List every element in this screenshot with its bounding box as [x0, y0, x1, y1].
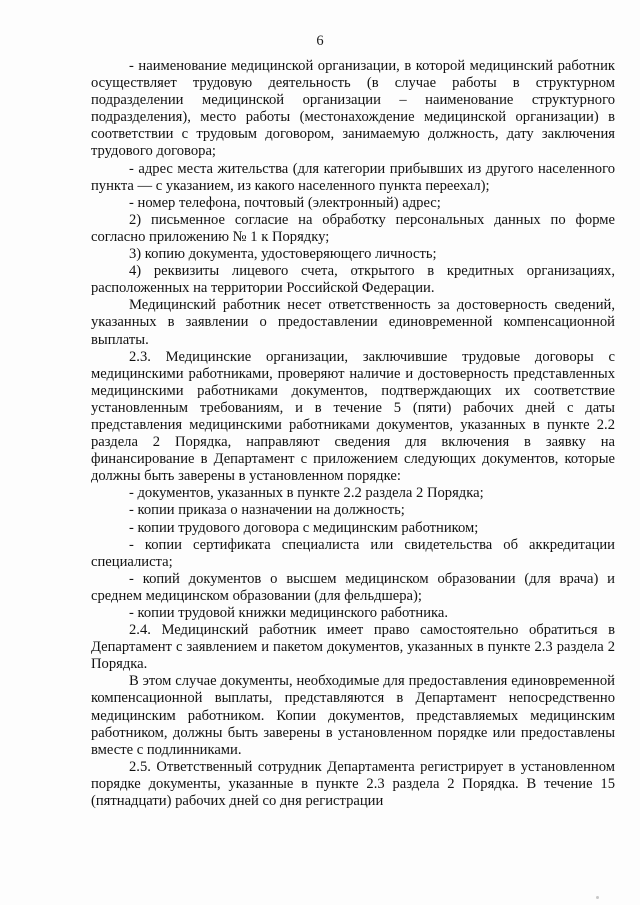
paragraph: - номер телефона, почтовый (электронный) адрес;	[129, 194, 441, 211]
paragraph: 2.5. Ответственный сотрудник Департамента регистрирует в установленном порядке документы, указанные в пункте 2.3 раздела 2 Порядка. В течение 15 (пятнадцати) рабочих дней со дня регистрации	[91, 758, 615, 810]
document-body	[91, 58, 615, 810]
paragraph: 2) письменное согласие на обработку персональных данных по форме согласно приложению № 1 к Порядку;	[91, 211, 615, 245]
paragraph: - копии трудовой книжки медицинского работника.	[129, 605, 449, 621]
paragraph: 4) реквизиты лицевого счета, открытого в кредитных организациях, расположенных на территории Российской Федерации.	[91, 263, 615, 297]
page-number: 6	[316, 33, 324, 49]
paragraph: Медицинский работник несет ответственность за достоверность сведений, указанных в заявлении о предоставлении единовременной компенсационной выплаты.	[91, 297, 615, 348]
paragraph: 2.3. Медицинские организации, заключившие трудовые договоры с медицинскими работниками, проверяют наличие и достоверность представленных медицинскими работниками документов, подтверждающих их соответствие установленным требованиям, и в течение 5 (пяти) рабочих дней с даты представления медицинскими работниками документов, указанных в пункте 2.2 раздела 2 Порядка, направляют сведения для включения в заявку на финансирование в Департамент с приложением следующих документов, которые должны быть заверены в установленном порядке:	[91, 348, 615, 485]
paragraph: - копий документов о высшем медицинском образовании (для врача) и среднем медицинском образовании (для фельдшера);	[91, 570, 615, 604]
scan-artifact	[596, 896, 599, 899]
paragraph: 2.4. Медицинский работник имеет право самостоятельно обратиться в Департамент с заявлением и пакетом документов, указанных в пункте 2.3 раздела 2 Порядка.	[91, 622, 615, 673]
paragraph: В этом случае документы, необходимые для предоставления единовременной компенсационной выплаты, представляются в Департамент непосредственно медицинским работником. Копии документов, представляемых медицинским работником, должны быть заверены в установленном порядке или предоставлены вместе с подлинниками.	[91, 673, 615, 758]
paragraph: - копии трудового договора с медицинским работником;	[129, 519, 479, 536]
paragraph: - адрес места жительства (для категории прибывших из другого населенного пункта — с указанием, из какого населенного пункта переехал);	[91, 160, 615, 194]
paragraph: - документов, указанных в пункте 2.2 раздела 2 Порядка;	[129, 485, 484, 502]
paragraph: - копии сертификата специалиста или свидетельства об аккредитации специалиста;	[91, 536, 615, 570]
paragraph: 3) копию документа, удостоверяющего личность;	[129, 246, 437, 263]
paragraph: - наименование медицинской организации, в которой медицинский работник осуществляет трудовую деятельность (в случае работы в структурном подразделении медицинской организации – наименование структурного подразделения), место работы (местонахождение медицинской организации) в соответствии с трудовым договором, занимаемую должность, дату заключения трудового договора;	[91, 58, 615, 160]
paragraph: - копии приказа о назначении на должность;	[129, 502, 405, 519]
